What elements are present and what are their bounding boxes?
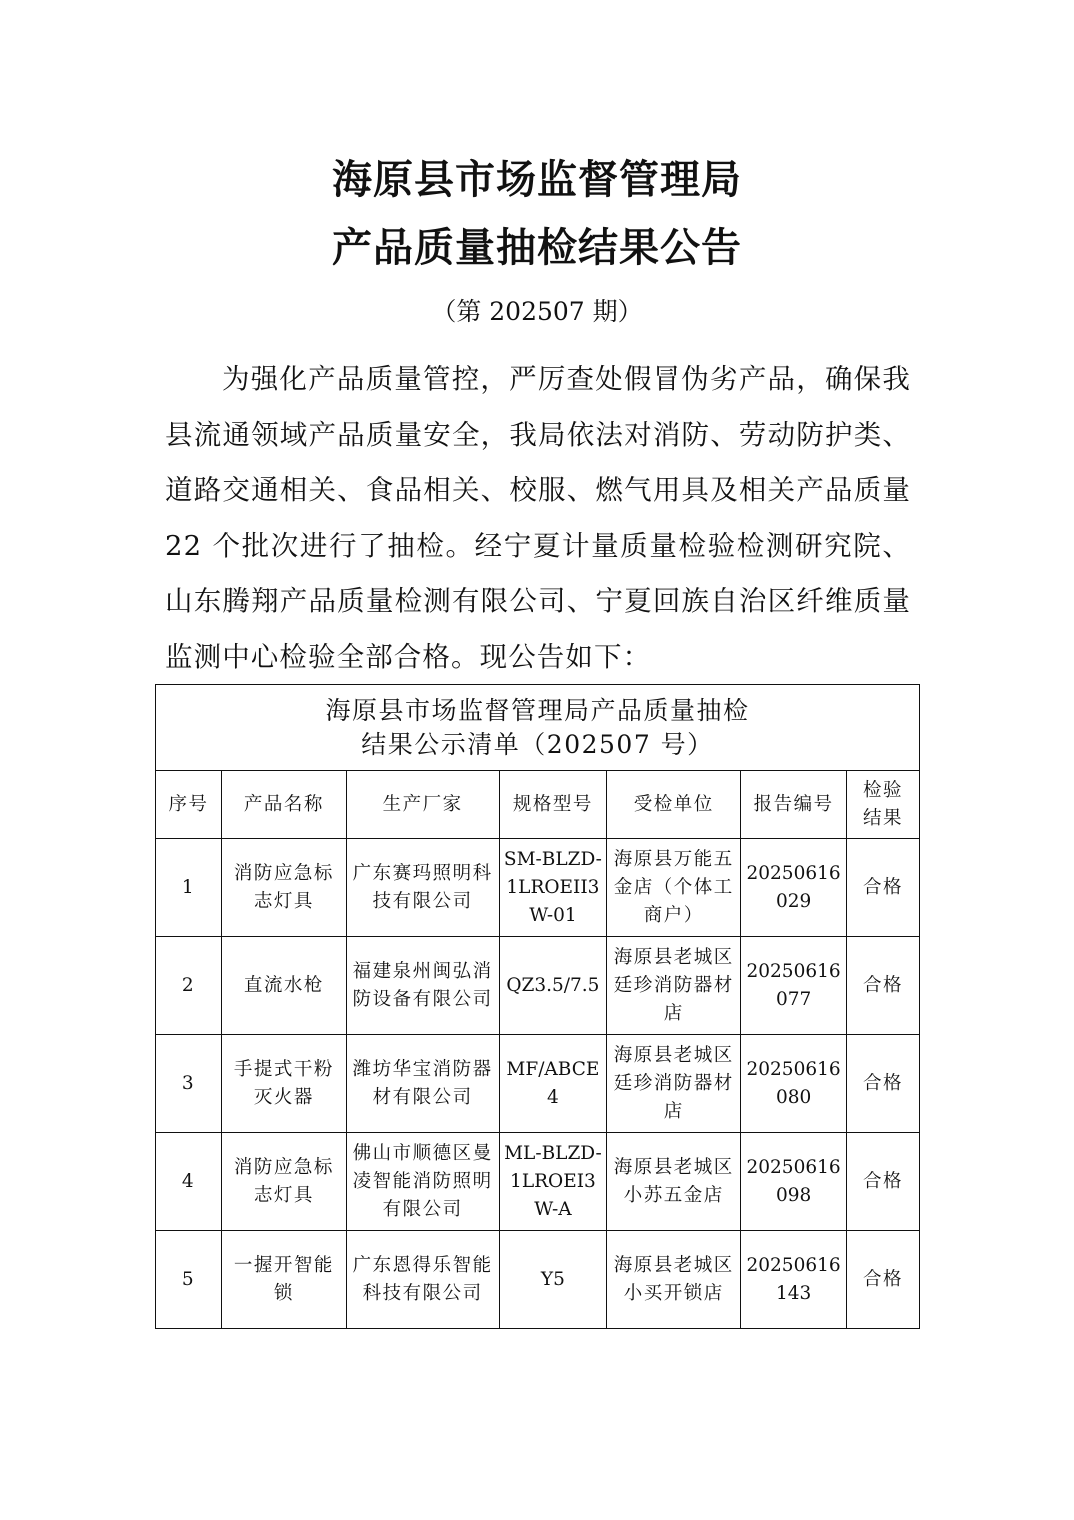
table-row — [156, 1133, 920, 1231]
cell-unit: 海原县万能五金店（个体工商户） — [607, 839, 741, 937]
cell-unit: 海原县老城区廷珍消防器材店 — [607, 1035, 741, 1133]
cell-maker: 潍坊华宝消防器材有限公司 — [346, 1035, 499, 1133]
cell-result: 合格 — [847, 1133, 920, 1231]
table-row — [156, 937, 920, 1035]
column-header: 受检单位 — [607, 771, 741, 839]
cell-report: 20250616098 — [741, 1133, 847, 1231]
column-header: 生产厂家 — [346, 771, 499, 839]
table-header — [156, 771, 920, 839]
column-header: 规格型号 — [499, 771, 607, 839]
cell-no: 1 — [156, 839, 222, 937]
cell-maker: 广东恩得乐智能科技有限公司 — [346, 1231, 499, 1329]
cell-result: 合格 — [847, 1231, 920, 1329]
document-subtitle: 产品质量抽检结果公告 — [332, 224, 742, 271]
table-row — [156, 1035, 920, 1133]
cell-result: 合格 — [847, 1035, 920, 1133]
cell-maker: 广东赛玛照明科技有限公司 — [346, 839, 499, 937]
cell-no: 2 — [156, 937, 222, 1035]
cell-report: 20250616029 — [741, 839, 847, 937]
cell-no: 3 — [156, 1035, 222, 1133]
cell-report: 20250616143 — [741, 1231, 847, 1329]
column-header: 产品名称 — [221, 771, 346, 839]
cell-no: 4 — [156, 1133, 222, 1231]
cell-product: 直流水枪 — [221, 937, 346, 1035]
cell-model: ML-BLZD-1LROEI3W-A — [499, 1133, 607, 1231]
cell-model: MF/ABCE4 — [499, 1035, 607, 1133]
table-caption — [156, 685, 920, 771]
cell-no: 5 — [156, 1231, 222, 1329]
cell-product: 手提式干粉灭火器 — [221, 1035, 346, 1133]
caption-line: 海原县市场监督管理局产品质量抽检 — [325, 695, 750, 725]
cell-maker: 福建泉州闽弘消防设备有限公司 — [346, 937, 499, 1035]
cell-model: SM-BLZD-1LROEII3W-01 — [499, 839, 607, 937]
issue-number: （第 202507 期） — [431, 297, 643, 326]
intro-paragraph: 为强化产品质量管控，严厉查处假冒伪劣产品，确保我县流通领域产品质量安全，我局依法对消防、劳动防护类、道路交通相关、食品相关、校服、燃气用具及相关产品质量22 个批次进行了抽检。经宁夏计量质量检验检测研究院、山东腾翔产品质量检测有限公司、宁夏回族自治区纤维质量监测中心检验全部合格。现公告如下： — [165, 363, 911, 673]
cell-unit: 海原县老城区小苏五金店 — [607, 1133, 741, 1231]
cell-product: 一握开智能锁 — [221, 1231, 346, 1329]
cell-report: 20250616077 — [741, 937, 847, 1035]
document-title: 海原县市场监督管理局 — [332, 156, 742, 203]
cell-result: 合格 — [847, 937, 920, 1035]
cell-product: 消防应急标志灯具 — [221, 1133, 346, 1231]
table-row — [156, 1231, 920, 1329]
results-table — [155, 684, 920, 1329]
cell-product: 消防应急标志灯具 — [221, 839, 346, 937]
table-row — [156, 839, 920, 937]
cell-model: Y5 — [499, 1231, 607, 1329]
column-header: 报告编号 — [741, 771, 847, 839]
cell-unit: 海原县老城区廷珍消防器材店 — [607, 937, 741, 1035]
column-header: 检验结果 — [847, 771, 920, 839]
cell-maker: 佛山市顺德区曼凌智能消防照明有限公司 — [346, 1133, 499, 1231]
cell-report: 20250616080 — [741, 1035, 847, 1133]
caption-line: 结果公示清单（202507 号） — [361, 729, 714, 759]
cell-unit: 海原县老城区小买开锁店 — [607, 1231, 741, 1329]
cell-result: 合格 — [847, 839, 920, 937]
column-header: 序号 — [156, 771, 222, 839]
cell-model: QZ3.5/7.5 — [499, 937, 607, 1035]
